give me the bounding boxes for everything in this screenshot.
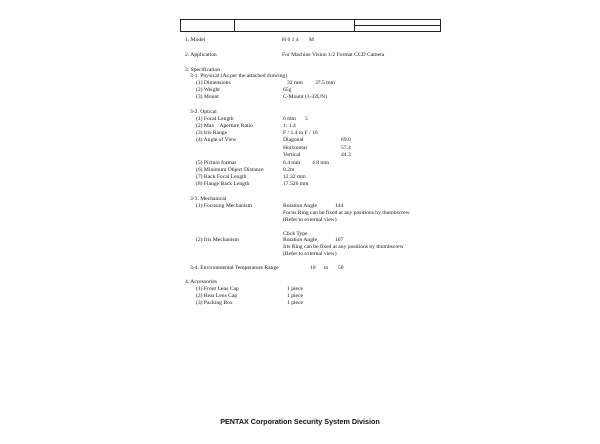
spec-text: 1 piece — [287, 286, 303, 292]
spec-text: Rotation Angle — [283, 203, 318, 209]
spec-text: (3) Mount — [196, 94, 219, 100]
spec-text: 1. Model — [185, 37, 206, 43]
spec-text: (6) Minimum Object Distance — [196, 167, 264, 173]
spec-text: 6.4 mm — [283, 160, 301, 166]
spec-text: 50 — [338, 265, 344, 271]
spec-text: 37.5 mm — [315, 80, 335, 86]
spec-text: 4. Accessories — [185, 279, 217, 285]
spec-text: 3-2. Optical — [190, 109, 217, 115]
spec-text: Horizontal — [283, 145, 307, 151]
spec-text: 3. Specification — [185, 67, 221, 73]
spec-text: 1 piece — [287, 300, 303, 306]
spec-text: (Refer to external view) — [283, 251, 337, 257]
spec-text: (1) Front Lens Cap — [196, 286, 239, 292]
spec-text: 6 mm — [283, 116, 296, 122]
spec-text: to — [324, 265, 329, 271]
spec-text: Rotation Angle — [283, 237, 318, 243]
spec-text: 69.0 — [341, 137, 351, 143]
spec-text: (2) Weight — [196, 87, 220, 93]
spec-text: 44.3 — [341, 152, 351, 158]
spec-text: 1: 1.4 — [283, 123, 296, 129]
spec-text: 3-4. Environmental Temperature Range — [190, 265, 279, 271]
spec-text: 65g — [283, 87, 292, 93]
spec-text: 3-1. Physical (As per the attached drawing) — [190, 73, 288, 79]
spec-text: (1) Focusing Mechanism — [196, 203, 252, 209]
spec-text: (2) Max Aperture Ratio — [196, 123, 253, 129]
spec-text: (5) Picture format — [196, 160, 237, 166]
spec-text: F / 1.4 to F / 16 — [283, 130, 318, 136]
spec-text: 4.8 mm — [312, 160, 330, 166]
spec-text: 1 piece — [287, 293, 303, 299]
spec-text: Click Type — [283, 231, 308, 237]
spec-text: M — [309, 37, 314, 43]
spec-text: Diagonal — [283, 137, 304, 143]
spec-text: 12.32 mm — [283, 174, 306, 180]
spec-text: (1) Dimensions — [196, 80, 231, 86]
footer-company: PENTAX Corporation Security System Division — [220, 417, 380, 426]
spec-text: 5 — [305, 116, 308, 122]
spec-text: (2) Iris Mechanism — [196, 237, 239, 243]
header-divider — [234, 20, 235, 31]
spec-text: (7) Back Focal Length — [196, 174, 247, 180]
spec-text: 57.4 — [341, 145, 351, 151]
spec-text: 3-3. Mechanical — [190, 196, 227, 202]
spec-text: For Machine Vision 1/2 Format CCD Camera — [282, 52, 385, 58]
spec-text: (4) Angle of View — [196, 137, 237, 143]
spec-text: (2) Rear Lens Cap — [196, 293, 238, 299]
spec-text: 144 — [335, 203, 344, 209]
spec-text: (3) Packing Box — [196, 300, 233, 306]
spec-text: 107 — [335, 237, 344, 243]
spec-text: 17.526 mm — [283, 181, 309, 187]
spec-text: (Refer to external view) — [283, 217, 337, 223]
spec-text: 32 mm — [287, 80, 303, 86]
spec-text: 0.2m — [283, 167, 295, 173]
spec-text: (1) Focal Length — [196, 116, 234, 122]
spec-text: 10 — [310, 265, 316, 271]
spec-text: Focus Ring can be fixed at any positions by thumbscrew — [283, 210, 410, 216]
spec-text: C-Mount (1-32UN) — [283, 94, 327, 100]
spec-text: H 6 1 4 — [282, 37, 299, 43]
spec-text: (8) Flange Back Length — [196, 181, 250, 187]
header-table — [180, 19, 441, 32]
spec-text: (3) Iris Range — [196, 130, 228, 136]
spec-text: Iris Ring can be fixed at any positions by thumbscrew — [283, 244, 404, 250]
header-divider — [354, 25, 440, 26]
spec-text: Vertical — [283, 152, 301, 158]
spec-text: 2. Application — [185, 52, 217, 58]
